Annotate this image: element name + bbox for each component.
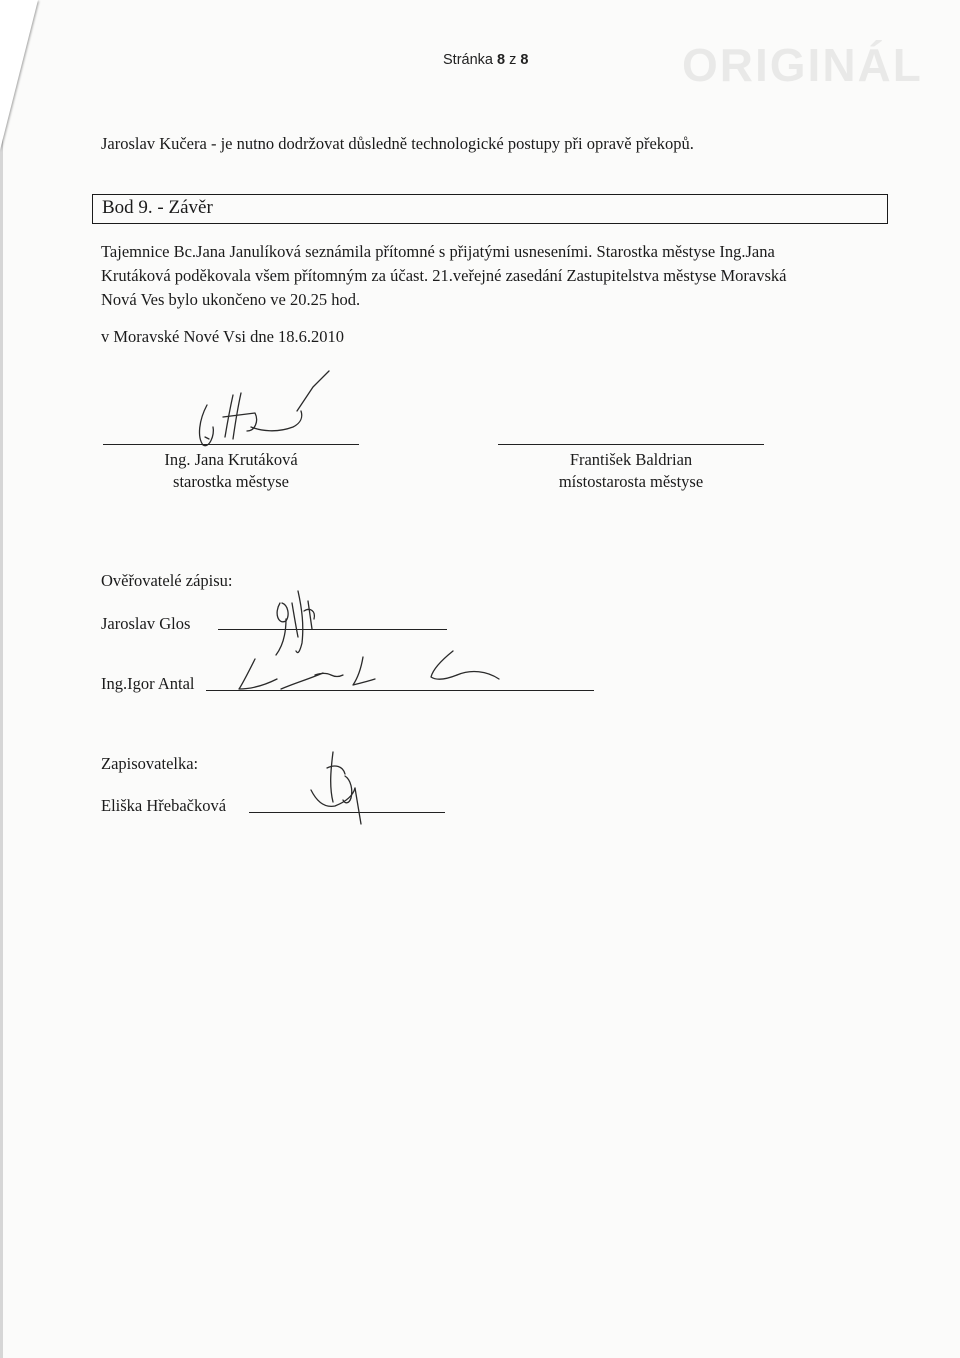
body-line: Tajemnice Bc.Jana Janulíková seznámila přítomné s přijatými usneseními. Starostka městyse Ing.Jana: [101, 242, 775, 261]
signatory-role-left: starostka městyse: [173, 472, 289, 491]
signatory-role-right: místostarosta městyse: [558, 472, 704, 491]
intro-line: Jaroslav Kučera - je nutno dodržovat důsledně technologické postupy při opravě překopů.: [101, 134, 694, 153]
verifier-signature-line: [218, 629, 447, 630]
watermark-stamp: ORIGINÁL: [682, 39, 923, 91]
body-line: Krutáková poděkovala všem přítomným za účast. 21.veřejné zasedání Zastupitelstva městyse Moravská: [101, 266, 787, 285]
page-number: [443, 52, 528, 68]
verifiers-heading: Ověřovatelé zápisu:: [101, 571, 233, 590]
section-heading-box: [92, 194, 888, 224]
place-date: v Moravské Nové Vsi dne 18.6.2010: [101, 327, 345, 346]
recorder-name: Eliška Hřebačková: [101, 796, 227, 815]
page-number-total: 8: [520, 52, 529, 68]
page-number-prefix: Stránka: [443, 52, 493, 68]
handwritten-signature: [305, 746, 375, 836]
page-edge: [0, 0, 3, 1358]
page-number-separator: z: [509, 52, 517, 68]
signature-line-left: [103, 444, 359, 445]
verifier-name: Ing.Igor Antal: [101, 674, 195, 693]
signature-line-right: [498, 444, 764, 445]
section-title: Bod 9. - Závěr: [102, 197, 213, 218]
verifier-name: Jaroslav Glos: [101, 614, 191, 633]
folded-corner: [0, 0, 38, 150]
signatory-name-right: František Baldrian: [569, 450, 693, 469]
page-number-current: 8: [497, 52, 506, 68]
handwritten-signature: [225, 645, 525, 700]
handwritten-signature: [185, 365, 345, 455]
recorder-heading: Zapisovatelka:: [101, 754, 199, 773]
body-line: Nová Ves bylo ukončeno ve 20.25 hod.: [101, 290, 361, 309]
signatory-name-left: Ing. Jana Krutáková: [164, 450, 298, 469]
